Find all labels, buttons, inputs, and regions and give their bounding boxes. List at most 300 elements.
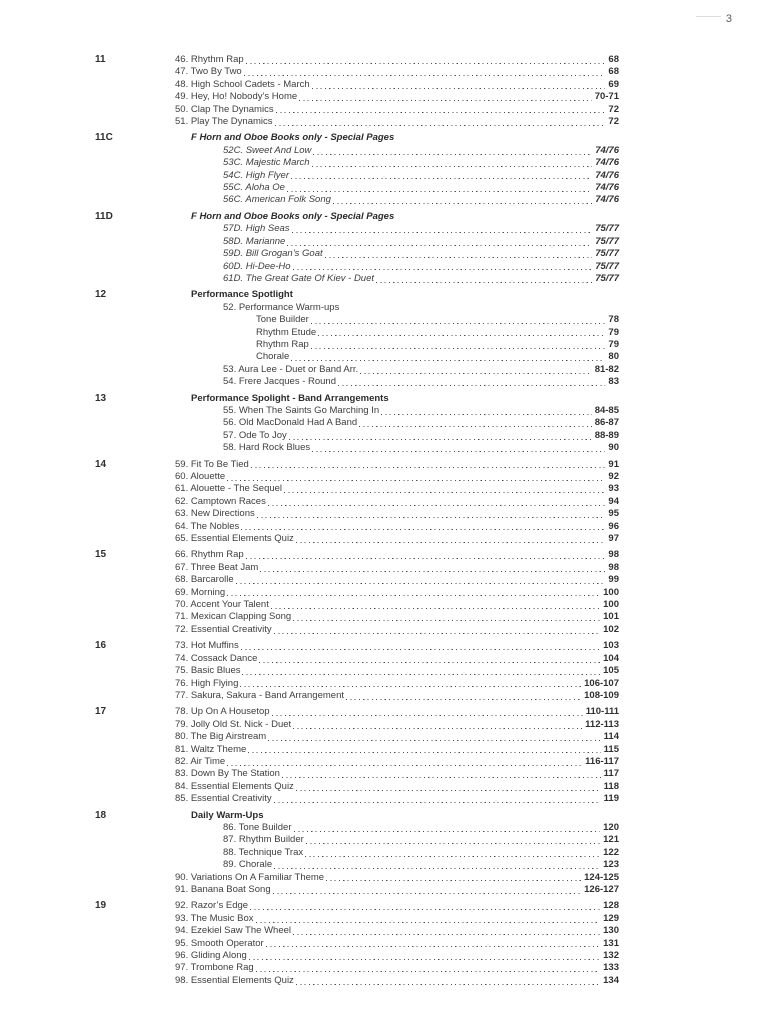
dot-leader [293,611,600,623]
entry-title: 70. Accent Your Talent [175,599,269,611]
entry-title: 60. Alouette [175,471,226,482]
page-ref: 94 [608,495,619,507]
page-ref: 114 [603,731,619,743]
toc-section [95,393,619,455]
toc-entry [175,339,619,351]
page-ref: 88-89 [594,429,619,441]
entry-title: 71. Mexican Clapping Song [175,611,292,623]
page-ref: 102 [603,623,619,635]
toc-entry [175,768,619,780]
dot-leader [311,314,606,326]
toc-entry [175,91,619,103]
entry-title: 83. Down By The Station [175,768,280,780]
page-ref: 90 [608,442,619,454]
section-rows [175,810,619,897]
page-ref: 121 [603,834,619,846]
toc-entry [175,533,619,545]
toc-section [95,810,619,897]
table-of-contents [95,54,619,987]
page-ref: 95 [608,508,619,520]
dot-leader [359,417,592,429]
toc-entry [175,471,619,483]
entry-title: 56C. American Folk Song [223,194,331,206]
toc-entry [175,104,619,116]
dot-leader [249,950,600,962]
section-rows [175,900,619,987]
dot-leader [250,900,600,912]
toc-entry [175,549,619,561]
entry-title: 52C. Sweet And Low [223,144,312,156]
toc-entry [175,574,619,586]
toc-entry [175,913,619,925]
page-ref: 112-113 [585,718,619,730]
page-ref: 83 [608,376,619,388]
section-rows [175,549,619,636]
dot-leader [333,194,592,206]
toc-section [95,459,619,546]
entry-title: 55. When The Saints Go Marching In [223,404,380,416]
entry-title: 65. Essential Elements Quiz [175,533,294,545]
page-ref: 99 [608,574,619,586]
entry-title: 57. Ode To Joy [223,429,287,441]
toc-section [95,549,619,636]
dot-leader [260,562,605,574]
dot-leader [312,442,605,454]
dot-leader [293,719,582,731]
toc-section [95,706,619,805]
entry-title: Tone Builder [256,314,309,326]
dot-leader [241,521,605,533]
dot-leader [227,471,605,483]
dot-leader [266,938,600,950]
entry-title: 49. Hey, Ho! Nobody’s Home [175,91,298,103]
entry-title: 55C. Aloha Oe [223,182,285,194]
entry-title: 82. Air Time [175,755,226,767]
page-ref: 75/77 [595,260,619,272]
entry-title: 53. Aura Lee - Duet or Band Arr. [223,363,359,375]
page-ref: 110-111 [585,706,619,718]
entry-title: 67. Three Beat Jam [175,561,259,573]
dot-leader [299,91,592,103]
toc-entry [175,624,619,636]
dot-leader [338,376,605,388]
section-rows [175,640,619,702]
section-rows [175,459,619,546]
toc-entry [175,170,619,182]
dot-leader [305,847,600,859]
section-rows [175,54,619,128]
toc-entry [175,302,619,314]
entry-title: 61. Alouette - The Sequel [175,483,283,495]
entry-title: 50. Clap The Dynamics [175,103,274,115]
dot-leader [246,549,606,561]
entry-title: 91. Banana Boat Song [175,884,271,895]
dot-leader [268,496,606,508]
page-ref: 98 [608,561,619,573]
section-number: 12 [95,289,107,301]
page-ref: 72 [608,116,619,128]
page-ref: 130 [603,925,619,937]
page-ref: 117 [603,768,619,780]
toc-entry [175,731,619,743]
entry-title: F Horn and Oboe Books only - Special Pages [191,210,395,222]
entry-title: 52. Performance Warm-ups [223,301,340,313]
toc-entry [175,430,619,442]
toc-entry [175,847,619,859]
entry-title: 56. Old MacDonald Had A Band [223,417,358,429]
page-ref: 74/76 [595,182,619,194]
page-ref: 78 [608,314,619,326]
dot-leader [292,223,593,235]
entry-title: 90. Variations On A Familiar Theme [175,871,325,883]
page-ref: 132 [603,950,619,962]
entry-title: Chorale [256,351,290,363]
dot-leader [296,533,606,545]
section-rows [175,289,619,388]
dot-leader [244,66,606,78]
toc-entry [175,822,619,834]
page-ref: 119 [603,793,619,805]
page-ref: 92 [608,471,619,482]
toc-entry [175,66,619,78]
section-number: 14 [95,458,107,470]
dot-leader [259,653,600,665]
dot-leader [268,731,600,743]
dot-leader [360,364,591,376]
page-ref: 69 [608,78,619,90]
dot-leader [318,327,605,339]
toc-entry [175,640,619,652]
entry-title: 58. Hard Rock Blues [223,442,311,454]
entry-title: 75. Basic Blues [175,665,241,677]
page-ref: 116-117 [585,755,619,767]
dot-leader [256,913,601,925]
toc-entry [175,706,619,718]
dot-leader [241,640,600,652]
toc-section [95,54,619,128]
toc-entry [175,793,619,805]
entry-title: Performance Spolight - Band Arrangements [191,392,389,404]
dot-leader [294,822,601,834]
section-number: 16 [95,640,107,652]
entry-title: 68. Barcarolle [175,574,234,586]
section-number: 17 [95,706,107,718]
section-rows [175,393,619,455]
dot-leader [289,430,592,442]
dot-leader [242,665,600,677]
entry-title: 69. Morning [175,586,226,598]
entry-title: 88. Technique Trax [223,846,304,858]
toc-entry [175,459,619,471]
entry-title: 48. High School Cadets - March [175,78,310,90]
dot-leader [275,116,606,128]
section-rows [175,132,619,206]
folio-rule [696,16,721,17]
page-ref: 106-107 [584,677,619,689]
dot-leader [257,508,606,520]
entry-title: F Horn and Oboe Books only - Special Pages [191,132,395,144]
toc-entry [175,611,619,623]
dot-leader [346,690,581,702]
toc-entry [175,194,619,206]
entry-title: 97. Trombone Rag [175,962,254,974]
toc-entry [175,744,619,756]
dot-leader [274,859,600,871]
section-number: 11C [95,132,113,144]
dot-leader [311,339,606,351]
dot-leader [271,599,600,611]
entry-title: Daily Warm-Ups [191,809,264,821]
dot-leader [296,975,600,987]
page-ref: 124-125 [584,871,619,883]
page-ref: 80 [608,351,619,363]
toc-entry [175,442,619,454]
page-ref: 108-109 [584,689,619,701]
entry-title: 72. Essential Creativity [175,623,272,635]
toc-entry [175,665,619,677]
toc-entry [175,587,619,599]
toc-entry [175,405,619,417]
page-ref: 75/77 [595,235,619,247]
entry-title: Rhythm Etude [256,326,317,338]
entry-title: 86. Tone Builder [223,821,292,833]
page-ref: 120 [603,821,619,833]
entry-title: 79. Jolly Old St. Nick - Duet [175,718,292,730]
page-ref: 122 [603,846,619,858]
toc-entry [175,653,619,665]
dot-leader [287,182,592,194]
section-number: 11D [95,210,113,222]
page-ref: 81-82 [594,363,619,375]
dot-leader [276,104,606,116]
section-rows [175,211,619,285]
entry-title: 87. Rhythm Builder [223,834,304,846]
toc-entry [175,314,619,326]
toc-section [95,900,619,987]
page-ref: 101 [603,611,619,623]
entry-title: 47. Two By Two [175,66,242,78]
toc-entry [175,521,619,533]
entry-title: 46. Rhythm Rap [175,54,244,65]
toc-section [95,211,619,285]
page-ref: 128 [603,900,619,912]
section-number: 18 [95,809,107,821]
entry-title: 74. Cossack Dance [175,652,258,664]
page-ref: 91 [608,458,619,470]
toc-entry [175,678,619,690]
entry-title: 64. The Nobles [175,520,240,532]
page-ref: 123 [603,859,619,871]
section-number: 13 [95,392,107,404]
entry-title: 80. The Big Airstream [175,731,267,743]
page-ref: 131 [603,937,619,949]
dot-leader [246,54,606,66]
toc-section-header [175,132,619,144]
dot-leader [236,574,606,586]
dot-leader [306,834,600,846]
dot-leader [312,79,606,91]
section-number: 11 [95,54,106,65]
dot-leader [274,793,601,805]
dot-leader [325,248,593,260]
page-ref: 126-127 [584,884,619,895]
entry-title: 54C. High Flyer [223,169,289,181]
toc-entry [175,327,619,339]
entry-title: 53C. Majestic March [223,157,310,169]
toc-section [95,640,619,702]
toc-section [95,289,619,388]
toc-entry [175,950,619,962]
page-ref: 96 [608,520,619,532]
page-ref: 97 [608,533,619,545]
toc-entry [175,116,619,128]
toc-entry [175,508,619,520]
toc-entry [175,756,619,768]
toc-section-header [175,393,619,405]
dot-leader [381,405,592,417]
toc-entry [175,925,619,937]
entry-title: 66. Rhythm Rap [175,549,244,561]
page-ref: 74/76 [595,194,619,206]
toc-entry [175,496,619,508]
page-ref: 70-71 [594,91,619,103]
toc-entry [175,248,619,260]
toc-entry [175,223,619,235]
toc-entry [175,157,619,169]
toc-entry [175,562,619,574]
page-ref: 68 [608,54,619,65]
page-ref: 105 [603,665,619,677]
toc-entry [175,483,619,495]
dot-leader [291,170,592,182]
page-ref: 98 [608,549,619,561]
page-number: 3 [725,13,732,25]
page-ref: 133 [603,962,619,974]
page-ref: 84-85 [594,404,619,416]
dot-leader [284,483,605,495]
dot-leader [256,962,600,974]
entry-title: 96. Gliding Along [175,950,247,962]
toc-entry [175,236,619,248]
toc-entry [175,599,619,611]
section-rows [175,706,619,805]
entry-title: 59D. Bill Grogan’s Goat [223,248,323,260]
toc-entry [175,962,619,974]
toc-entry [175,351,619,363]
entry-title: 95. Smooth Operator [175,937,264,949]
entry-title: 60D. Hi-Dee-Ho [223,260,291,272]
page-ref: 100 [603,599,619,611]
section-number: 19 [95,900,107,912]
page-ref: 104 [603,652,619,664]
page-ref: 75/77 [595,272,619,284]
entry-title: 63. New Directions [175,508,255,520]
toc-entry [175,900,619,912]
toc-entry [175,273,619,285]
page-ref: 100 [603,586,619,598]
toc-entry [175,975,619,987]
page-ref: 75/77 [595,223,619,235]
toc-entry [175,872,619,884]
dot-leader [293,925,600,937]
page-ref: 79 [608,326,619,338]
toc-entry [175,781,619,793]
entry-title: 58D. Marianne [223,235,286,247]
entry-title: Rhythm Rap [256,338,309,350]
toc-section-header [175,211,619,223]
entry-title: 84. Essential Elements Quiz [175,780,294,792]
toc-entry [175,145,619,157]
entry-title: 98. Essential Elements Quiz [175,974,294,986]
toc-entry [175,834,619,846]
toc-entry [175,182,619,194]
dot-leader [312,157,593,169]
entry-title: 81. Waltz Theme [175,743,247,755]
page-ref: 93 [608,483,619,495]
entry-title: 77. Sakura, Sakura - Band Arrangement [175,689,344,701]
toc-entry [175,261,619,273]
toc-section-header [175,810,619,822]
entry-title: 85. Essential Creativity [175,793,272,805]
toc-entry [175,79,619,91]
page-ref: 68 [608,66,619,78]
page-ref: 74/76 [595,157,619,169]
toc-entry [175,54,619,66]
dot-leader [296,781,601,793]
page-ref: 129 [603,912,619,924]
page-ref: 103 [603,640,619,652]
page-ref: 118 [603,780,619,792]
toc-entry [175,938,619,950]
page-ref: 86-87 [594,417,619,429]
page-ref: 115 [603,743,619,755]
toc-entry [175,719,619,731]
dot-leader [227,756,582,768]
entry-title: 51. Play The Dynamics [175,116,273,128]
toc-entry [175,417,619,429]
toc-section-header [175,289,619,301]
section-number: 15 [95,549,107,561]
entry-title: 93. The Music Box [175,912,254,924]
dot-leader [282,768,601,780]
dot-leader [248,744,600,756]
dot-leader [227,587,600,599]
dot-leader [376,273,592,285]
entry-title: 59. Fit To Be Tied [175,458,249,470]
dot-leader [313,145,592,157]
dot-leader [287,236,592,248]
dot-leader [272,706,583,718]
dot-leader [293,261,593,273]
entry-title: Performance Spotlight [191,289,293,301]
page-ref: 74/76 [595,144,619,156]
page-ref: 79 [608,338,619,350]
entry-title: 62. Camptown Races [175,495,266,507]
toc-entry [175,884,619,896]
page-ref: 75/77 [595,248,619,260]
toc-entry [175,859,619,871]
entry-title: 76. High Flying [175,677,239,689]
entry-title: 57D. High Seas [223,223,290,235]
entry-title: 92. Razor’s Edge [175,900,249,912]
dot-leader [273,884,582,896]
entry-title: 54. Frere Jacques - Round [223,376,337,388]
dot-leader [274,624,601,636]
toc-entry [175,690,619,702]
dot-leader [291,351,605,363]
entry-title: 89. Chorale [223,859,273,871]
dot-leader [251,459,606,471]
